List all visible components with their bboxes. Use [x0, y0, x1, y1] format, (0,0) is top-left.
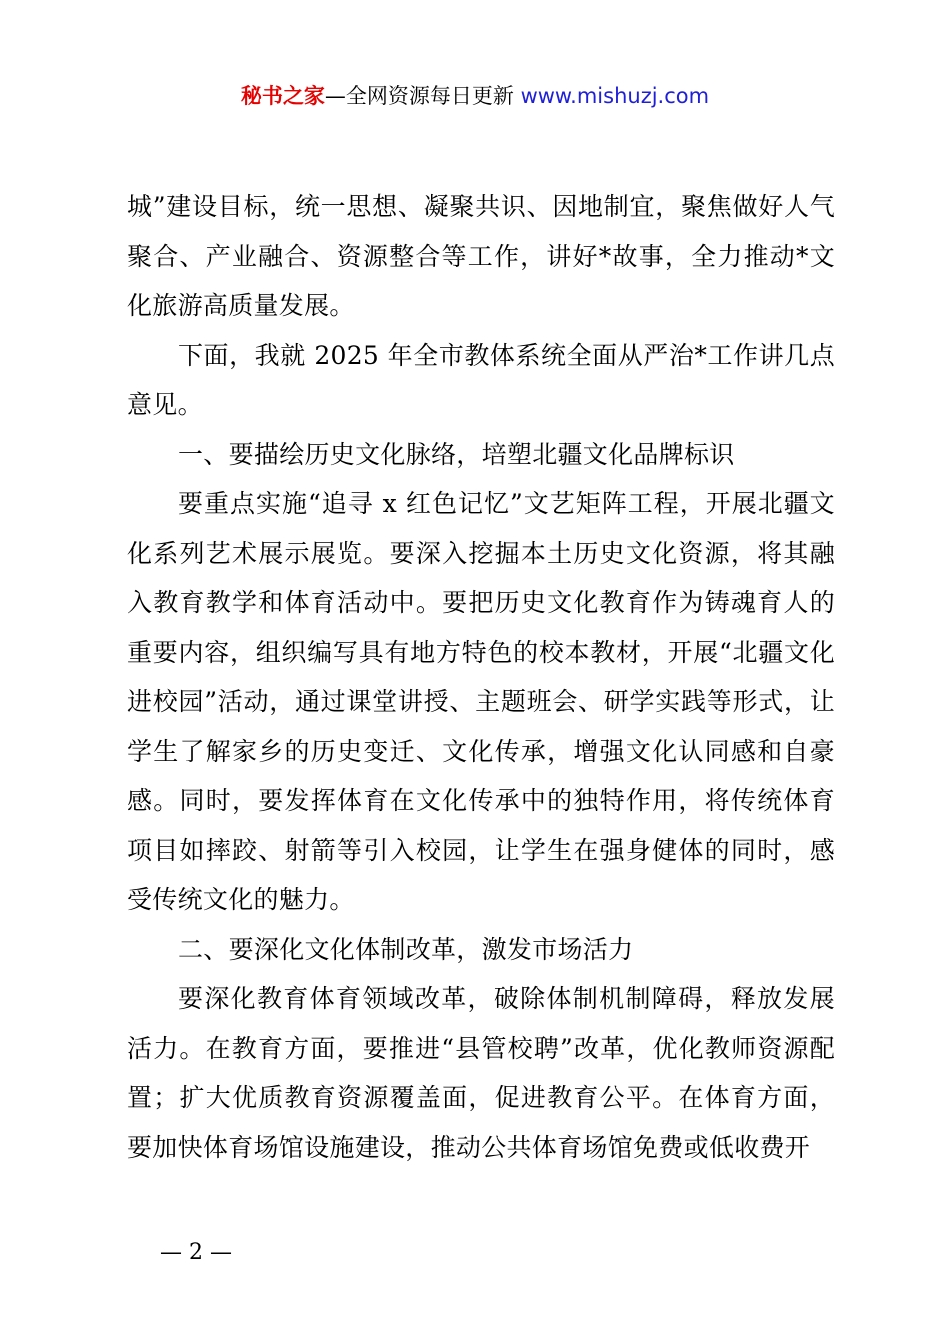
body-paragraph: 要深化教育体育领域改革，破除体制机制障碍，释放发展活力。在教育方面，要推进“县管校聘”改革，优化教师资源配置；扩大优质教育资源覆盖面，促进教育公平。在体育方面，要加快体育场馆设施建设，推动公共体育场馆免费或低收费开 — [127, 984, 835, 1162]
page-number: — 2 — — [160, 1240, 232, 1265]
site-brand: 秘书之家 — [240, 84, 325, 108]
section-heading: 二、要深化文化体制改革，激发市场活力 — [178, 934, 634, 964]
section-heading: 一、要描绘历史文化脉络，培塑北疆文化品牌标识 — [178, 439, 735, 469]
site-slogan: —全网资源每日更新 — [324, 84, 521, 108]
body-paragraph: 下面，我就 2025 年全市教体系统全面从严治*工作讲几点意见。 — [127, 340, 835, 419]
document-body — [127, 182, 835, 1172]
body-paragraph: 要重点实施“追寻 x 红色记忆”文艺矩阵工程，开展北疆文化系列艺术展示展览。要深入挖掘本土历史文化资源，将其融入教育教学和体育活动中。要把历史文化教育作为铸魂育人的重要内容，组织编写具有地方特色的校本教材，开展“北疆文化进校园”活动，通过课堂讲授、主题班会、研学实践等形式，让学生了解家乡的历史变迁、文化传承，增强文化认同感和自豪感。同时，要发挥体育在文化传承中的独特作用，将传统体育项目如摔跤、射箭等引入校园，让学生在强身健体的同时，感受传统文化的魅力。 — [127, 489, 835, 914]
site-header — [0, 78, 950, 114]
site-url-link[interactable]: www.mishuzj.com — [520, 84, 710, 108]
body-paragraph: 城”建设目标，统一思想、凝聚共识、因地制宜，聚焦做好人气聚合、产业融合、资源整合等工作，讲好*故事，全力推动*文化旅游高质量发展。 — [127, 192, 835, 320]
